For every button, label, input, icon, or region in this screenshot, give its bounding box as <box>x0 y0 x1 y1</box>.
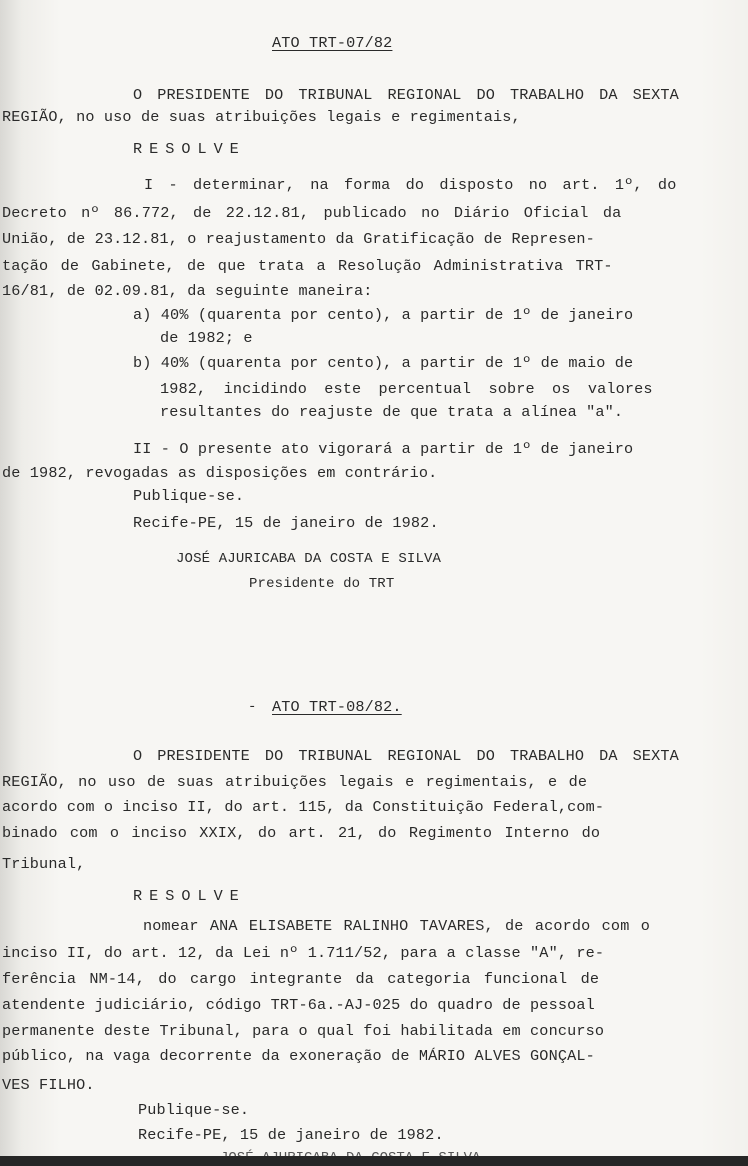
ato2-body-line-4: atendente judiciário, código TRT-6a.-AJ-025 do quadro de pessoal <box>2 996 595 1014</box>
ato1-publique: Publique-se. <box>133 487 245 505</box>
ato1-item1-line-1: I - determinar, na forma do disposto no art. 1º, do <box>144 176 677 194</box>
ato2-body-line-1: nomear ANA ELISABETE RALINHO TAVARES, de acordo com o <box>143 917 650 935</box>
ato1-item-a-line-2: de 1982; e <box>160 329 253 347</box>
ato2-body-line-5: permanente deste Tribunal, para o qual foi habilitada em concurso <box>2 1022 605 1040</box>
ato2-body-line-6: público, na vaga decorrente da exoneração de MÁRIO ALVES GONÇAL- <box>2 1047 595 1065</box>
ato2-preamble-line-4: binado com o inciso XXIX, do art. 21, do Regimento Interno do <box>2 824 601 842</box>
ato2-body-line-2: inciso II, do art. 12, da Lei nº 1.711/52, para a classe "A", re- <box>2 944 605 962</box>
ato1-item2-line-2: de 1982, revogadas as disposições em contrário. <box>2 464 438 482</box>
ato2-preamble-line-2: REGIÃO, no uso de suas atribuições legais e regimentais, e de <box>2 773 588 791</box>
ato1-item-b-line-1: b) 40% (quarenta por cento), a partir de 1º de maio de <box>133 354 634 372</box>
ato1-title: ATO TRT-07/82 <box>272 34 393 52</box>
ato1-item2-line-1: II - O presente ato vigorará a partir de 1º de janeiro <box>133 440 634 458</box>
ato1-item1-line-2: Decreto nº 86.772, de 22.12.81, publicado no Diário Oficial da <box>2 204 622 222</box>
ato1-item1-line-5: 16/81, de 02.09.81, da seguinte maneira: <box>2 282 373 300</box>
ato1-item1-line-4: tação de Gabinete, de que trata a Resolução Administrativa TRT- <box>2 257 613 275</box>
ato1-item-b-line-2: 1982, incidindo este percentual sobre os valores <box>160 380 653 398</box>
ato2-preamble-line-5: Tribunal, <box>2 855 86 873</box>
ato1-item-a-line-1: a) 40% (quarenta por cento), a partir de 1º de janeiro <box>133 306 634 324</box>
ato2-body-line-7: VES FILHO. <box>2 1076 95 1094</box>
ato2-preamble-line-1: O PRESIDENTE DO TRIBUNAL REGIONAL DO TRABALHO DA SEXTA <box>133 747 679 765</box>
ato2-resolve: RESOLVE <box>133 887 246 905</box>
ato1-preamble-line-1: O PRESIDENTE DO TRIBUNAL REGIONAL DO TRABALHO DA SEXTA <box>133 86 679 104</box>
margin-mark: - <box>248 699 257 715</box>
ato1-signer-role: Presidente do TRT <box>249 576 395 592</box>
ato1-item1-line-3: União, de 23.12.81, o reajustamento da Gratificação de Represen- <box>2 230 595 248</box>
ato1-place-date: Recife-PE, 15 de janeiro de 1982. <box>133 514 439 532</box>
ato1-signer-name: JOSÉ AJURICABA DA COSTA E SILVA <box>176 551 442 567</box>
scan-bottom-edge <box>0 1156 748 1166</box>
ato2-title: ATO TRT-08/82. <box>272 698 402 716</box>
ato2-publique: Publique-se. <box>138 1101 250 1119</box>
ato1-resolve: RESOLVE <box>133 140 246 158</box>
ato1-preamble-line-2: REGIÃO, no uso de suas atribuições legais e regimentais, <box>2 108 521 126</box>
ato2-place-date: Recife-PE, 15 de janeiro de 1982. <box>138 1126 444 1144</box>
ato2-body-line-3: ferência NM-14, do cargo integrante da categoria funcional de <box>2 970 600 988</box>
ato2-preamble-line-3: acordo com o inciso II, do art. 115, da Constituição Federal,com- <box>2 798 605 816</box>
ato1-item-b-line-3: resultantes do reajuste de que trata a alínea "a". <box>160 403 624 421</box>
